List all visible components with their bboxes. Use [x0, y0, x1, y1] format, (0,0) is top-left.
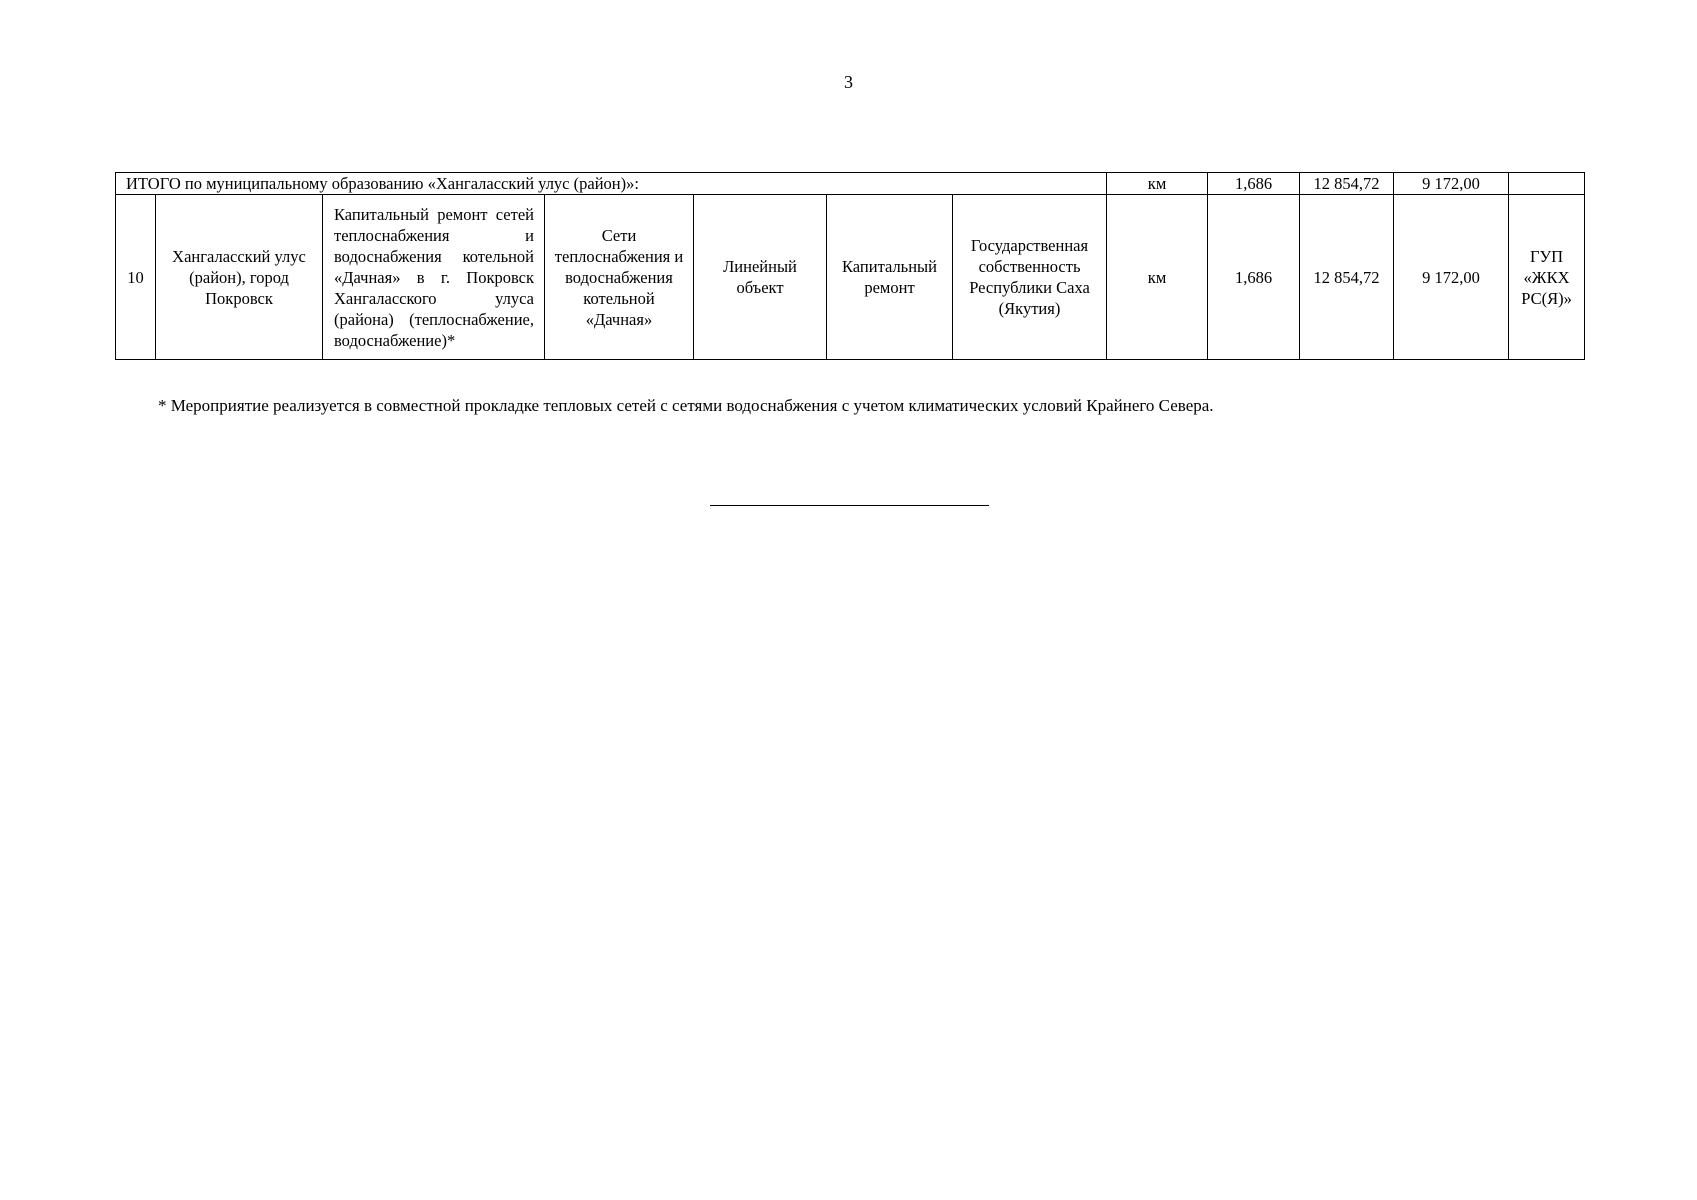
total-length: 1,686: [1208, 173, 1300, 195]
row-object-type: Линейный объект: [694, 195, 827, 360]
row-responsible: ГУП «ЖКХ РС(Я)»: [1509, 195, 1585, 360]
total-responsible: [1509, 173, 1585, 195]
program-table: [115, 172, 1585, 360]
table-row: [116, 195, 1585, 360]
total-unit: км: [1107, 173, 1208, 195]
page-number: 3: [844, 72, 853, 92]
total-row: [116, 173, 1585, 195]
row-amount: 9 172,00: [1394, 195, 1509, 360]
row-object: Сети теплоснабжения и водоснабжения котельной «Дачная»: [545, 195, 694, 360]
total-label: ИТОГО по муниципальному образованию «Хангаласский улус (район)»:: [116, 173, 1107, 195]
end-separator-line: [710, 505, 989, 506]
row-number: 10: [116, 195, 156, 360]
total-amount: 9 172,00: [1394, 173, 1509, 195]
row-cost: 12 854,72: [1300, 195, 1394, 360]
row-municipality: Хангаласский улус (район), город Покровск: [156, 195, 323, 360]
total-cost: 12 854,72: [1300, 173, 1394, 195]
row-unit: км: [1107, 195, 1208, 360]
row-work-type: Капитальный ремонт: [827, 195, 953, 360]
row-event: Капитальный ремонт сетей теплоснабжения и водоснабжения котельной «Дачная» в г. Покровск Хангаласского улуса (района) (теплоснабжение, водоснабжение)*: [323, 195, 545, 360]
row-ownership: Государственная собственность Республики Саха (Якутия): [953, 195, 1107, 360]
row-length: 1,686: [1208, 195, 1300, 360]
footnote: * Мероприятие реализуется в совместной прокладке тепловых сетей с сетями водоснабжения с учетом климатических условий Крайнего Севера.: [158, 396, 1214, 415]
